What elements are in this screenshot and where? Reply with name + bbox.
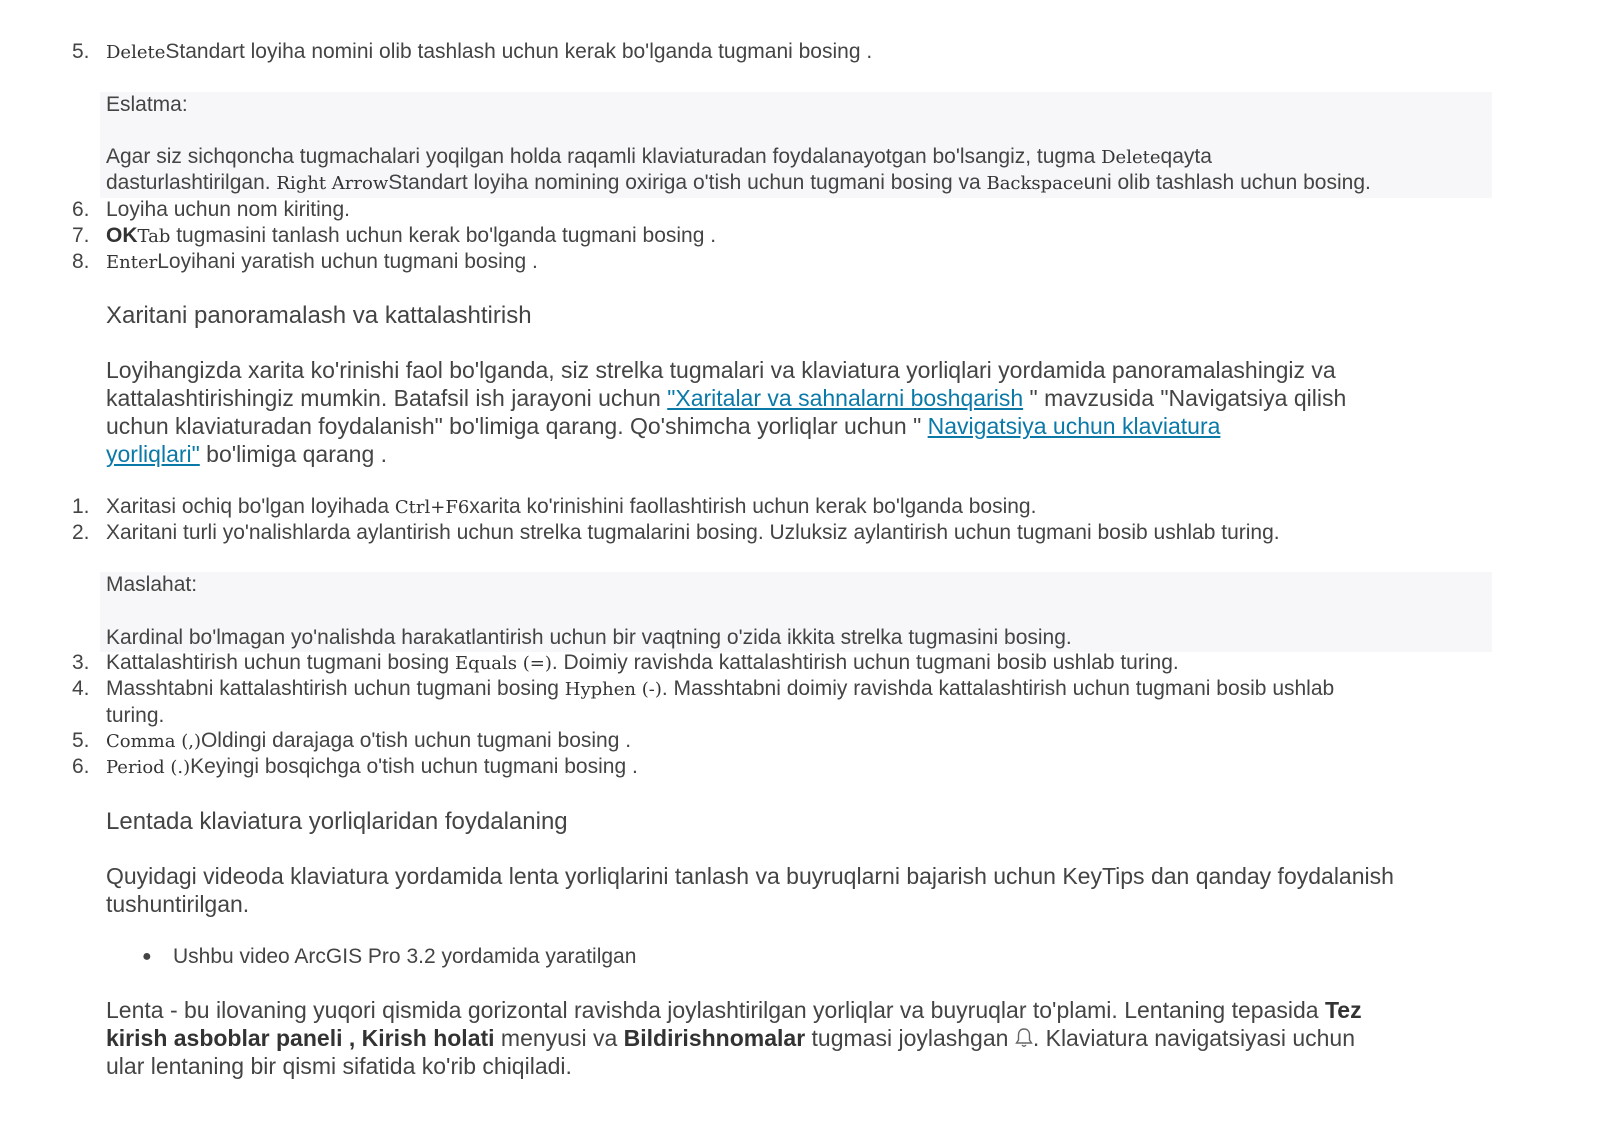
paragraph-line: ular lentaning bir qismi sifatida ko'rib chiqiladi. bbox=[106, 1053, 572, 1079]
paragraph-text: " mavzusida "Navigatsiya qilish bbox=[1023, 385, 1347, 411]
paragraph-line bbox=[106, 440, 387, 469]
list-item-text: . Doimiy ravishda kattalashtirish uchun tugmani bosib ushlab turing. bbox=[551, 651, 1179, 674]
list-number: 5. bbox=[72, 40, 90, 63]
list-number: 6. bbox=[72, 198, 90, 221]
key-name: Delete bbox=[1101, 147, 1161, 168]
list-number: 4. bbox=[72, 677, 90, 700]
paragraph-text: uchun klaviaturadan foydalanish" bo'limiga qarang. Qo'shimcha yorliqlar uchun " bbox=[106, 413, 928, 439]
list-item-text: xarita ko'rinishini faollashtirish uchun kerak bo'lganda bosing. bbox=[469, 495, 1037, 518]
bell-icon bbox=[1015, 1027, 1033, 1056]
bold-term: kirish asboblar paneli bbox=[106, 1025, 343, 1051]
ok-button-label: OK bbox=[106, 224, 138, 247]
separator: , bbox=[342, 1025, 362, 1051]
key-name: Comma (,) bbox=[106, 731, 201, 752]
note-text: Standart loyiha nomining oxiriga o'tish uchun tugmani bosing va bbox=[388, 171, 987, 194]
paragraph-text: Lenta - bu ilovaning yuqori qismida gorizontal ravishda joylashtirilgan yorliqlar va buyruqlar to'plami. Lentaning tepasida bbox=[106, 997, 1325, 1023]
list-number: 1. bbox=[72, 495, 90, 518]
list-item-text: tugmasini tanlash uchun kerak bo'lganda tugmani bosing . bbox=[170, 224, 717, 247]
list-item bbox=[106, 754, 638, 781]
list-number: 8. bbox=[72, 250, 90, 273]
list-item-continuation: turing. bbox=[106, 704, 165, 727]
key-name: Equals (=) bbox=[455, 653, 552, 674]
note-text: Agar siz sichqoncha tugmachalari yoqilgan holda raqamli klaviaturadan foydalanayotgan bo'lsangiz, tugma bbox=[106, 145, 1102, 168]
key-name: Delete bbox=[106, 42, 166, 63]
note-label: Eslatma: bbox=[106, 93, 188, 116]
section-heading: Lentada klaviatura yorliqlaridan foydalaning bbox=[106, 808, 568, 835]
key-name: Period (.) bbox=[106, 757, 191, 778]
paragraph-text: menyusi va bbox=[494, 1025, 624, 1051]
list-item: Loyiha uchun nom kiriting. bbox=[106, 198, 350, 221]
paragraph-text: bo'limiga qarang . bbox=[199, 441, 388, 467]
list-item-text: Standart loyiha nomini olib tashlash uchun kerak bo'lganda tugmani bosing . bbox=[165, 40, 873, 63]
note-text: uni olib tashlash uchun bosing. bbox=[1083, 171, 1371, 194]
link-maps-scenes[interactable]: "Xaritalar va sahnalarni boshqarish bbox=[667, 385, 1024, 411]
list-item-text: Masshtabni kattalashtirish uchun tugmani bosing bbox=[106, 677, 565, 700]
paragraph-text: kattalashtirishingiz mumkin. Batafsil ish jarayoni uchun bbox=[106, 385, 668, 411]
link-navigation-shortcuts[interactable]: Navigatsiya uchun klaviatura bbox=[927, 413, 1221, 439]
paragraph-text: tugmasi joylashgan bbox=[805, 1025, 1015, 1051]
link-navigation-shortcuts[interactable]: yorliqlari" bbox=[106, 441, 200, 467]
bullet-icon: ● bbox=[142, 948, 152, 965]
paragraph-line: Loyihangizda xarita ko'rinishi faol bo'lganda, siz strelka tugmalari va klaviatura yorliqlari yordamida panoramalashingiz va bbox=[106, 357, 1336, 383]
paragraph-line bbox=[106, 412, 1220, 441]
list-number: 5. bbox=[72, 729, 90, 752]
list-item-text: . Masshtabni doimiy ravishda kattalashtirish uchun tugmani bosib ushlab bbox=[661, 677, 1335, 700]
note-text-line bbox=[106, 144, 1212, 171]
list-number: 2. bbox=[72, 521, 90, 544]
key-name: Enter bbox=[106, 252, 158, 273]
list-item bbox=[106, 39, 872, 66]
note-text-line bbox=[106, 170, 1371, 197]
bold-term: Kirish holati bbox=[361, 1025, 495, 1051]
list-number: 3. bbox=[72, 651, 90, 674]
note-text: qayta bbox=[1160, 145, 1212, 168]
note-text: dasturlashtirilgan. bbox=[106, 171, 277, 194]
paragraph-line bbox=[106, 1024, 1355, 1056]
list-item bbox=[106, 249, 538, 276]
paragraph-line: tushuntirilgan. bbox=[106, 891, 250, 917]
list-item-text: Keyingi bosqichga o'tish uchun tugmani bosing . bbox=[190, 755, 638, 778]
key-name: Hyphen (-) bbox=[564, 679, 662, 700]
list-item-text: Xaritasi ochiq bo'lgan loyihada bbox=[106, 495, 395, 518]
list-item bbox=[106, 728, 631, 755]
key-name: Backspace bbox=[986, 173, 1084, 194]
bold-term: Tez bbox=[1324, 997, 1362, 1023]
paragraph-line bbox=[106, 384, 1346, 413]
list-item bbox=[106, 676, 1334, 703]
list-item bbox=[106, 223, 716, 250]
paragraph-text: . Klaviatura navigatsiyasi uchun bbox=[1032, 1025, 1356, 1051]
list-item-text: Oldingi darajaga o'tish uchun tugmani bosing . bbox=[200, 729, 632, 752]
list-item bbox=[106, 650, 1179, 677]
bullet-item: Ushbu video ArcGIS Pro 3.2 yordamida yaratilgan bbox=[173, 945, 637, 968]
paragraph-line bbox=[106, 996, 1362, 1025]
key-name: Tab bbox=[137, 226, 171, 247]
list-number: 6. bbox=[72, 755, 90, 778]
list-item-text: Kattalashtirish uchun tugmani bosing bbox=[106, 651, 456, 674]
bold-term: Bildirishnomalar bbox=[623, 1025, 806, 1051]
tip-label: Maslahat: bbox=[106, 573, 198, 596]
section-heading: Xaritani panoramalash va kattalashtirish bbox=[106, 302, 532, 329]
list-item bbox=[106, 494, 1036, 521]
key-name: Right Arrow bbox=[276, 173, 389, 194]
list-item-text: Loyihani yaratish uchun tugmani bosing . bbox=[157, 250, 538, 273]
paragraph-line: Quyidagi videoda klaviatura yordamida lenta yorliqlarini tanlash va buyruqlarni bajarish uchun KeyTips dan qanday foydalanish bbox=[106, 863, 1394, 889]
tip-text: Kardinal bo'lmagan yo'nalishda harakatlantirish uchun bir vaqtning o'zida ikkita strelka tugmasini bosing. bbox=[106, 626, 1072, 649]
key-name: Ctrl+F6 bbox=[394, 497, 470, 518]
list-item: Xaritani turli yo'nalishlarda aylantirish uchun strelka tugmalarini bosing. Uzluksiz aylantirish uchun tugmani bosib ushlab turing. bbox=[106, 521, 1280, 544]
list-number: 7. bbox=[72, 224, 90, 247]
